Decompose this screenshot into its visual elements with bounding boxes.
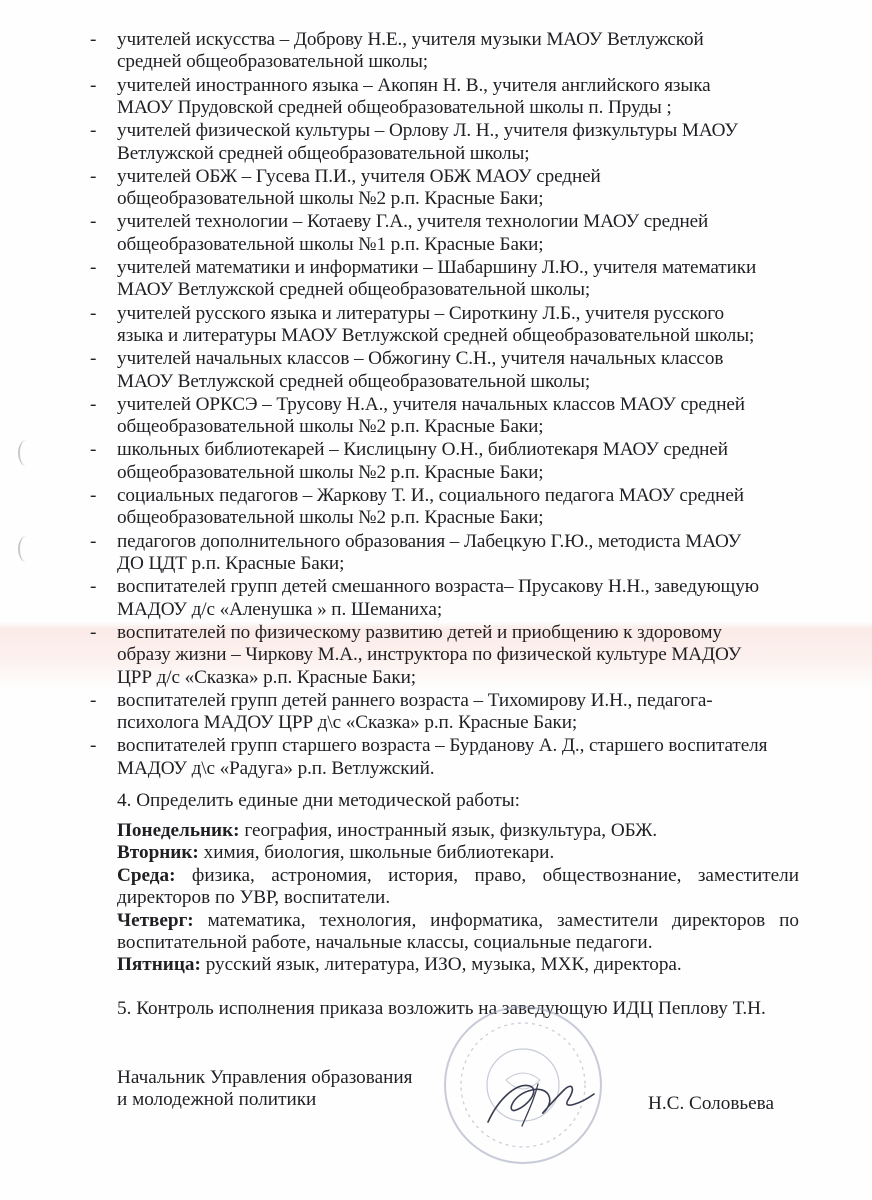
list-item: [0, 576, 872, 621]
item-line: общеобразовательной школы №2 р.п. Красные Баки;: [117, 507, 544, 529]
day-thursday: [117, 910, 799, 955]
day-label: Пятница:: [117, 954, 201, 976]
signatory-position: [117, 1067, 412, 1112]
list-dash: -: [90, 165, 97, 187]
item-line: МАДОУ д\с «Радуга» р.п. Ветлужский.: [117, 757, 435, 779]
list-dash: -: [90, 621, 97, 643]
item-line: ДО ЦДТ р.п. Красные Баки;: [117, 552, 345, 574]
item-line: учителей начальных классов – Обжогину С.Н., учителя начальных классов: [117, 348, 724, 370]
list-dash: -: [90, 211, 97, 233]
list-dash: -: [90, 302, 97, 324]
list-item: [0, 211, 872, 256]
list-item: [0, 485, 872, 530]
list-dash: -: [90, 530, 97, 552]
list-dash: -: [90, 74, 97, 96]
item-line: ЦРР д/с «Сказка» р.п. Красные Баки;: [117, 666, 416, 688]
item-line: общеобразовательной школы №1 р.п. Красные Баки;: [117, 233, 544, 255]
list-dash: -: [90, 576, 97, 598]
list-dash: -: [90, 484, 97, 506]
day-label: Понедельник:: [117, 820, 240, 841]
item-line: учителей технологии – Котаеву Г.А., учителя технологии МАОУ средней: [117, 211, 709, 233]
list-item: [0, 29, 872, 74]
list-item: [0, 394, 872, 439]
list-item: [0, 120, 872, 165]
list-dash: -: [90, 689, 97, 711]
list-dash: -: [90, 735, 97, 757]
day-subjects: математика, технология, информатика, заместители директоров по воспитательной работе, начальные классы, социальные педагоги.: [117, 909, 799, 954]
section-5-control: 5. Контроль исполнения приказа возложить на заведующую ИДЦ Пеплову Т.Н.: [117, 998, 766, 1019]
item-line: педагогов дополнительного образования – Лабецкую Г.Ю., методиста МАОУ: [117, 530, 742, 552]
handwritten-signature: [468, 1060, 608, 1140]
day-subjects: физика, астрономия, история, право, обществознание, заместители директоров по УВР, воспитатели.: [117, 864, 799, 909]
position-line: и молодежной политики: [117, 1089, 317, 1111]
list-dash: -: [90, 439, 97, 461]
day-label: Четверг:: [117, 909, 194, 931]
list-item: [0, 735, 872, 780]
position-line: Начальник Управления образования: [117, 1067, 413, 1088]
signatory-name: Н.С. Соловьева: [648, 1093, 775, 1114]
item-line: МАОУ Прудовской средней общеобразовательной школы п. Пруды ;: [117, 97, 672, 118]
item-line: общеобразовательной школы №2 р.п. Красные Баки;: [117, 461, 544, 483]
item-line: учителей физической культуры – Орлову Л. Н., учителя физкультуры МАОУ: [117, 120, 738, 142]
list-item: [0, 348, 872, 393]
item-line: воспитателей групп детей раннего возраста – Тихомирову И.Н., педагога-: [117, 689, 713, 711]
item-line: общеобразовательной школы №2 р.п. Красные Баки;: [117, 188, 544, 210]
list-item: [0, 303, 872, 348]
list-item: [0, 75, 872, 120]
item-line: воспитателей групп старшего возраста – Бурданову А. Д., старшего воспитателя: [117, 735, 768, 757]
appointment-list: [0, 29, 872, 781]
item-line: учителей математики и информатики – Шабаршину Л.Ю., учителя математики: [117, 256, 757, 278]
item-line: МАОУ Ветлужской средней общеобразовательной школы;: [117, 370, 591, 392]
list-item-highlighted: [0, 622, 872, 689]
item-line: школьных библиотекарей – Кислицыну О.Н., библиотекаря МАОУ средней: [117, 439, 728, 461]
item-line: МАОУ Ветлужской средней общеобразовательной школы;: [117, 279, 591, 301]
list-item: [0, 257, 872, 302]
day-friday: [117, 954, 799, 976]
list-item: [0, 166, 872, 211]
item-line: общеобразовательной школы №2 р.п. Красные Баки;: [117, 416, 544, 438]
item-line: учителей искусства – Доброву Н.Е., учителя музыки МАОУ Ветлужской: [117, 29, 704, 50]
item-line: психолога МАДОУ ЦРР д\с «Сказка» р.п. Красные Баки;: [117, 712, 578, 734]
item-line: учителей ОБЖ – Гусева П.И., учителя ОБЖ МАОУ средней: [117, 165, 601, 187]
day-label: Среда:: [117, 864, 176, 886]
item-line: учителей иностранного языка – Акопян Н. В., учителя английского языка: [117, 74, 711, 96]
list-item: [0, 690, 872, 735]
day-tuesday: [117, 842, 799, 864]
list-item: [0, 439, 872, 484]
item-line: средней общеобразовательной школы;: [117, 51, 429, 73]
item-line: воспитателей по физическому развитию детей и приобщению к здоровому: [117, 621, 722, 643]
methodical-days: [117, 820, 799, 977]
item-line: образу жизни – Чиркову М.А., инструктора по физической культуре МАДОУ: [117, 644, 742, 666]
day-wednesday: [117, 865, 799, 910]
item-line: социальных педагогов – Жаркову Т. И., социального педагога МАОУ средней: [117, 484, 744, 506]
item-line: учителей русского языка и литературы – Сироткину Л.Б., учителя русского: [117, 302, 724, 324]
list-dash: -: [90, 393, 97, 415]
list-dash: -: [90, 348, 97, 370]
section-4-heading: 4. Определить единые дни методической работы:: [117, 790, 520, 811]
day-subjects: химия, биология, школьные библиотекари.: [198, 842, 555, 864]
item-line: Ветлужской средней общеобразовательной школы;: [117, 142, 530, 164]
day-subjects: география, иностранный язык, физкультура, ОБЖ.: [239, 820, 658, 841]
item-line: МАДОУ д/с «Аленушка » п. Шеманиха;: [117, 598, 443, 620]
item-line: языка и литературы МАОУ Ветлужской средней общеобразовательной школы;: [117, 324, 755, 346]
item-line: воспитателей групп детей смешанного возраста– Прусакову Н.Н., заведующую: [117, 576, 759, 598]
list-dash: -: [90, 29, 97, 50]
list-dash: -: [90, 120, 97, 142]
day-monday: [117, 820, 799, 842]
day-subjects: русский язык, литература, ИЗО, музыка, МХК, директора.: [200, 954, 682, 976]
list-item: [0, 531, 872, 576]
list-dash: -: [90, 256, 97, 278]
item-line: учителей ОРКСЭ – Трусову Н.А., учителя начальных классов МАОУ средней: [117, 393, 745, 415]
day-label: Вторник:: [117, 842, 199, 864]
